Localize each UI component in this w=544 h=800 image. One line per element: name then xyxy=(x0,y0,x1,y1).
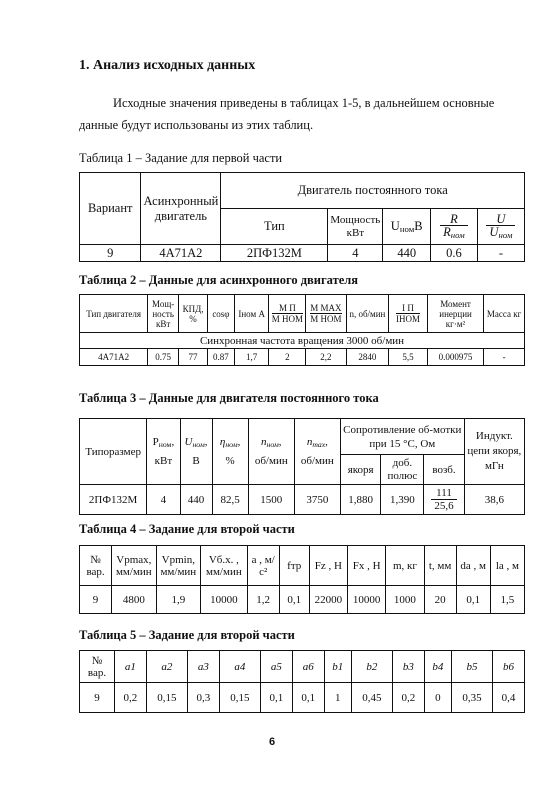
table3 xyxy=(79,418,525,515)
t1-h-type: Тип xyxy=(221,209,328,245)
t4-cell: 20 xyxy=(424,586,456,614)
t5-cell: 0,4 xyxy=(493,683,525,713)
t4-h: t, мм xyxy=(424,546,456,586)
t2-h: n, об/мин xyxy=(346,295,388,333)
t4-h: Fz , Н xyxy=(309,546,347,586)
t5-h: a6 xyxy=(292,651,324,683)
table4-caption: Таблица 4 – Задание для второй части xyxy=(79,522,295,536)
t5-cell: 0,1 xyxy=(292,683,324,713)
t3-cell: 4 xyxy=(147,485,180,515)
t3-h-pole: доб. полюс xyxy=(381,455,424,485)
t2-cell: 0.87 xyxy=(208,349,235,366)
t4-h: № вар. xyxy=(80,546,112,586)
table5-caption: Таблица 5 – Задание для второй части xyxy=(79,628,295,642)
t2-cell: 1,7 xyxy=(234,349,269,366)
t2-cell: 2,2 xyxy=(306,349,347,366)
t4-h: fтр xyxy=(279,546,309,586)
t2-cell: 0.75 xyxy=(148,349,179,366)
t3-cell: 38,6 xyxy=(464,485,524,515)
t5-cell: 0,2 xyxy=(115,683,147,713)
t2-h: Мощ-ность кВт xyxy=(148,295,179,333)
t2-h-mmax: М MAX М НОМ xyxy=(306,295,347,333)
t1-cell: - xyxy=(477,245,524,262)
t2-h: Момент инерции кг·м² xyxy=(427,295,483,333)
t5-h: a5 xyxy=(260,651,292,683)
t3-h-ind: Индукт. цепи якоря, мГн xyxy=(464,419,524,485)
section-heading: 1. Анализ исходных данных xyxy=(79,58,256,73)
t5-cell: 0,3 xyxy=(187,683,219,713)
t3-h-nmax: $n_{max}$, об/мин xyxy=(294,419,340,485)
table3-caption: Таблица 3 – Данные для двигателя постоянного тока xyxy=(79,391,379,405)
t5-cell: 0,2 xyxy=(392,683,424,713)
t5-cell: 9 xyxy=(80,683,115,713)
t1-h-unom: $U_{ном}В$ xyxy=(383,209,431,245)
t3-cell: 1500 xyxy=(248,485,294,515)
t5-h: b6 xyxy=(493,651,525,683)
t4-h: Vб.х. , мм/мин xyxy=(201,546,248,586)
intro-line-2: данные будут использованы из этих таблиц. xyxy=(79,118,314,132)
t4-cell: 0,1 xyxy=(456,586,490,614)
t4-h: m, кг xyxy=(386,546,424,586)
t4-cell: 9 xyxy=(80,586,112,614)
t2-h-ip: I П IНОМ xyxy=(389,295,428,333)
t5-h: a3 xyxy=(187,651,219,683)
t1-cell: 4А71А2 xyxy=(141,245,221,262)
t2-h: Масса кг xyxy=(484,295,525,333)
t4-h: Vpmax, мм/мин xyxy=(112,546,157,586)
t1-cell: 440 xyxy=(383,245,431,262)
t2-cell: 77 xyxy=(179,349,208,366)
t3-cell: 82,5 xyxy=(212,485,248,515)
t1-cell: 4 xyxy=(328,245,383,262)
t1-h-async: Асинхронный двигатель xyxy=(141,173,221,245)
t3-cell: 2ПФ132М xyxy=(80,485,147,515)
intro-paragraph xyxy=(79,92,519,136)
t1-h-variant: Вариант xyxy=(80,173,141,245)
t3-cell-exc: $\frac{111}{25,6}$ xyxy=(424,485,464,515)
t5-h: b3 xyxy=(392,651,424,683)
t4-h: Vpmin, мм/мин xyxy=(156,546,201,586)
t3-cell: 440 xyxy=(180,485,212,515)
t3-h-eta: $\eta_{ном}$, % xyxy=(212,419,248,485)
t5-cell: 0,35 xyxy=(451,683,492,713)
t3-h-arm: якоря xyxy=(340,455,381,485)
table1 xyxy=(79,172,525,262)
t5-cell: 0 xyxy=(424,683,451,713)
t4-cell: 0,1 xyxy=(279,586,309,614)
t5-h: № вар. xyxy=(80,651,115,683)
t5-h: b5 xyxy=(451,651,492,683)
t1-h-power: Мощность кВт xyxy=(328,209,383,245)
t2-sync-speed: Синхронная частота вращения 3000 об/мин xyxy=(80,333,525,349)
table5 xyxy=(79,650,525,713)
t4-cell: 22000 xyxy=(309,586,347,614)
table4 xyxy=(79,545,525,614)
t3-h-exc: возб. xyxy=(424,455,464,485)
t3-h-p: $Р_{ном}$, кВт xyxy=(147,419,180,485)
table2-caption: Таблица 2 – Данные для асинхронного двигателя xyxy=(79,273,359,287)
t1-h-dc: Двигатель постоянного тока xyxy=(221,173,525,209)
t4-cell: 1,9 xyxy=(156,586,201,614)
t5-h: a2 xyxy=(146,651,187,683)
t4-cell: 4800 xyxy=(112,586,157,614)
t5-h: b1 xyxy=(324,651,351,683)
t5-h: b4 xyxy=(424,651,451,683)
t5-cell: 0,45 xyxy=(351,683,392,713)
t3-h-u: $U_{ном}$, В xyxy=(180,419,212,485)
t2-h: КПД, % xyxy=(179,295,208,333)
t3-cell: 1,390 xyxy=(381,485,424,515)
t4-cell: 10000 xyxy=(201,586,248,614)
t4-cell: 1,5 xyxy=(490,586,524,614)
t4-h: Fx , Н xyxy=(348,546,386,586)
t4-h: a , м/с² xyxy=(247,546,279,586)
t2-h: Iном А xyxy=(234,295,269,333)
intro-line-1: Исходные значения приведены в таблицах 1-5, в дальнейшем основные xyxy=(113,96,495,110)
t2-cell: 5,5 xyxy=(389,349,428,366)
t2-h: Тип двигателя xyxy=(80,295,148,333)
t3-cell: 1,880 xyxy=(340,485,381,515)
t2-cell: 2 xyxy=(269,349,306,366)
t4-cell: 10000 xyxy=(348,586,386,614)
t5-cell: 0,1 xyxy=(260,683,292,713)
t2-cell: 0.000975 xyxy=(427,349,483,366)
t1-h-u-ratio: $\frac{U}{U_{ном}}$ xyxy=(477,209,524,245)
table2 xyxy=(79,294,525,366)
t3-h-size: Типоразмер xyxy=(80,419,147,485)
t3-h-n: $n_{ном}$, об/мин xyxy=(248,419,294,485)
t4-cell: 1,2 xyxy=(247,586,279,614)
t3-cell: 3750 xyxy=(294,485,340,515)
t5-cell: 0,15 xyxy=(146,683,187,713)
t4-h: da , м xyxy=(456,546,490,586)
t5-h: a4 xyxy=(219,651,260,683)
t2-cell: 2840 xyxy=(346,349,388,366)
t5-h: b2 xyxy=(351,651,392,683)
t3-h-res: Сопротивление об-мотки при 15 °С, Ом xyxy=(340,419,464,455)
t5-h: a1 xyxy=(115,651,147,683)
t4-h: la , м xyxy=(490,546,524,586)
page-number: 6 xyxy=(268,736,276,748)
t2-cell: 4А71А2 xyxy=(80,349,148,366)
t2-h-mp: М П М НОМ xyxy=(269,295,306,333)
t5-cell: 0,15 xyxy=(219,683,260,713)
t4-cell: 1000 xyxy=(386,586,424,614)
t1-h-r-ratio: $\frac{R}{R_{ном}}$ xyxy=(431,209,478,245)
t1-cell: 0.6 xyxy=(431,245,478,262)
t2-h: cosφ xyxy=(208,295,235,333)
t5-cell: 1 xyxy=(324,683,351,713)
t1-cell: 2ПФ132М xyxy=(221,245,328,262)
table1-caption: Таблица 1 – Задание для первой части xyxy=(79,151,283,165)
t2-cell: - xyxy=(484,349,525,366)
t1-cell: 9 xyxy=(80,245,141,262)
